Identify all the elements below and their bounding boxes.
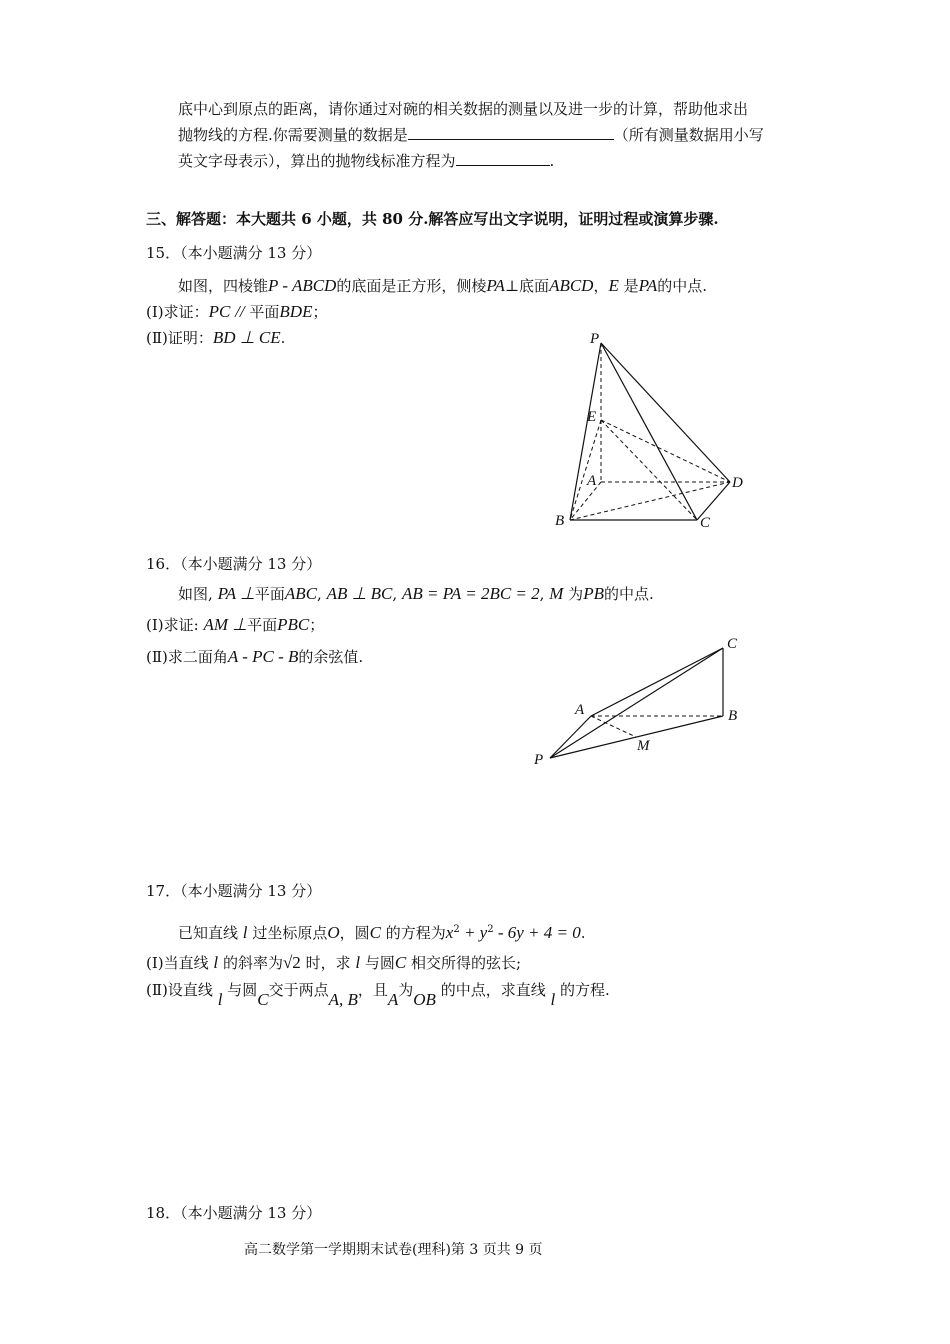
q16-m6: PB (583, 584, 604, 603)
q16-part1-end: ； (309, 616, 325, 634)
q16-part1-t: 平面 (247, 616, 278, 634)
q17-part1-sqrt: √2 (282, 953, 301, 972)
q15-comma: ， (593, 277, 609, 295)
q16-part1-m1: AM ⊥ (203, 615, 248, 634)
q17-stem-a: 已知直线 (178, 924, 239, 942)
q15-m-pa: PA (486, 276, 505, 295)
measure-blank[interactable] (408, 123, 614, 140)
q17-number-text: 17．（本小题满分 13 分） (146, 882, 322, 900)
q17-part2-t4: 为 (398, 981, 414, 999)
intro-line-2 (178, 122, 764, 148)
q15-part1-prefix: (Ⅰ)求证： (146, 303, 209, 321)
q16-c2: , (392, 585, 398, 603)
section-heading-text: 三、解答题：本大题共 6 小题，共 80 分.解答应写出文字说明，证明过程或演算步骤. (146, 210, 719, 228)
q17-eq-plus: + (459, 923, 480, 942)
q15-stem-c: 底面 (519, 277, 550, 295)
page-footer (244, 1237, 543, 1263)
q16-part1 (146, 612, 324, 638)
q17-part1-c: C (394, 953, 407, 972)
label-a: A (587, 473, 597, 489)
q17-eq-rest: - 6y + 4 = 0 (493, 923, 581, 942)
label-e: E (587, 409, 597, 425)
q16-c1: , (317, 585, 322, 603)
q16-stem-a: 如图, (178, 585, 213, 603)
q17-part2-t2: 交于两点 (268, 981, 329, 999)
seg-am (591, 716, 636, 737)
intro-text-2a: 抛物线的方程.你需要测量的数据是 (178, 126, 408, 144)
q17-m-l: l (242, 923, 248, 942)
q17-part1-t2: 时，求 (305, 954, 351, 972)
intro-line-1 (178, 96, 748, 122)
label-c: C (700, 515, 711, 531)
q16-t1: 平面 (254, 585, 285, 603)
q17-part2 (146, 977, 610, 1009)
q16-number-text: 16．（本小题满分 13 分） (146, 555, 322, 573)
q15-number (146, 240, 321, 266)
q15-part1 (146, 299, 327, 325)
q16-part2-prefix: (Ⅱ)求二面角 (146, 648, 228, 666)
q17-eq-y: y (479, 923, 488, 942)
q17-m-o: O (327, 923, 340, 942)
q15-stem-a: 如图，四棱锥 (178, 277, 269, 295)
q17-stem-end: . (580, 924, 586, 942)
seg-ed (601, 420, 730, 482)
q16-m4: AB = PA = 2BC = 2 (401, 584, 540, 603)
q17-part2-l2: l (550, 990, 556, 1009)
q16-c3: , (539, 585, 545, 603)
q17-part2-l: l (217, 990, 223, 1009)
q17-part2-a: A (387, 990, 399, 1009)
edge-ab (570, 482, 601, 520)
q16-t2: 为 (568, 585, 584, 603)
q16-m2: ABC (284, 584, 318, 603)
q17-part1-prefix: (Ⅰ)当直线 (146, 954, 209, 972)
seg-ec (601, 420, 697, 520)
q17-part1 (146, 950, 521, 976)
q15-stem-b: 的底面是正方形，侧棱 (336, 277, 487, 295)
label-c: C (727, 636, 738, 652)
q18-number-text: 18．（本小题满分 13 分） (146, 1204, 322, 1222)
q16-m5: M (549, 584, 564, 603)
q15-part1-plane: 平面 (249, 303, 280, 321)
label-a: A (575, 702, 585, 718)
q16-m1: PA ⊥ (217, 584, 255, 603)
q17-part2-ab: A, B (328, 990, 358, 1009)
q17-part2-prefix: (Ⅱ)设直线 (146, 981, 213, 999)
q15-number-text: 15．（本小题满分 13 分） (146, 244, 322, 262)
q15-stem-d: 是 (623, 277, 639, 295)
label-d: D (732, 475, 743, 491)
q15-part1-par: // (235, 302, 245, 321)
q17-eq-x: x (445, 923, 454, 942)
q16-part1-prefix: (Ⅰ)求证: (146, 616, 199, 634)
label-p: P (590, 331, 600, 347)
q15-m-e: E (608, 276, 619, 295)
q15-perp: ⊥ (504, 277, 520, 295)
q15-part2 (146, 325, 285, 351)
q17-part2-t5: 的中点，求直线 (440, 981, 546, 999)
label-b: B (555, 513, 565, 529)
q17-part1-t3: 与圆 (364, 954, 395, 972)
q16-number (146, 551, 321, 577)
equation-blank[interactable] (456, 149, 550, 166)
q16-m3: AB ⊥ BC (326, 584, 393, 603)
q17-part2-ob: OB (413, 990, 436, 1009)
q15-stem (178, 273, 707, 299)
q17-stem-d: 的方程为 (385, 924, 446, 942)
q15-part1-end: ； (312, 303, 328, 321)
q17-part2-t1: 与圆 (227, 981, 258, 999)
label-p: P (534, 752, 544, 768)
intro-text-3b: . (549, 152, 555, 170)
pyramid-figure (540, 325, 760, 540)
intro-line-3 (178, 148, 554, 174)
q17-part1-t4: 相交所得的弦长; (411, 954, 522, 972)
q17-eq-sup: 2 (453, 924, 460, 935)
q17-stem (178, 917, 586, 946)
intro-text-1: 底中心到原点的距离，请你通过对碗的相关数据的测量以及进一步的计算，帮助他求出 (178, 100, 749, 118)
q16-t3: 的中点. (603, 585, 654, 603)
q17-part2-c: C (257, 990, 269, 1009)
q15-m-abcd: ABCD (549, 276, 594, 295)
label-m: M (637, 738, 650, 754)
q17-number (146, 878, 321, 904)
q16-stem (178, 581, 654, 607)
seg-eb (570, 420, 601, 520)
footer-text: 高二数学第一学期期末试卷(理科)第 3 页共 9 页 (244, 1242, 543, 1258)
section-heading (146, 206, 719, 232)
q15-part2-prefix: (Ⅱ)证明： (146, 329, 213, 347)
label-b: B (728, 708, 738, 724)
q15-part2-end: . (280, 329, 286, 347)
q17-part2-t3: ，且 (357, 981, 388, 999)
q17-m-c: C (369, 923, 381, 942)
q17-part1-l2: l (355, 953, 361, 972)
q16-part2 (146, 644, 363, 670)
q17-eq-sup2: 2 (487, 924, 494, 935)
edge-pb (570, 343, 601, 520)
q15-part1-m2: BDE (279, 302, 313, 321)
intro-text-3a: 英文字母表示），算出的抛物线标准方程为 (178, 152, 456, 170)
q16-part2-end: 的余弦值. (298, 648, 364, 666)
q17-part1-t1: 的斜率为 (222, 954, 283, 972)
q16-part2-m: A - PC - B (227, 647, 299, 666)
q15-part1-m1: PC (208, 302, 231, 321)
q15-m-pabcd: P - ABCD (268, 276, 337, 295)
q17-part1-l: l (213, 953, 219, 972)
edge-pa (550, 716, 591, 758)
intro-text-2b: （所有测量数据用小写 (613, 126, 764, 144)
q17-stem-c: ，圆 (339, 924, 370, 942)
edge-ac (591, 648, 723, 716)
q15-stem-e: 的中点. (657, 277, 708, 295)
q18-number (146, 1200, 321, 1226)
q16-part1-m2: PBC (277, 615, 310, 634)
q15-m-pa2: PA (638, 276, 658, 295)
tetrahedron-figure (525, 630, 755, 770)
q15-part2-m: BD ⊥ CE (212, 328, 281, 347)
q17-part2-t6: 的方程. (560, 981, 610, 999)
q17-stem-b: 过坐标原点 (252, 924, 328, 942)
